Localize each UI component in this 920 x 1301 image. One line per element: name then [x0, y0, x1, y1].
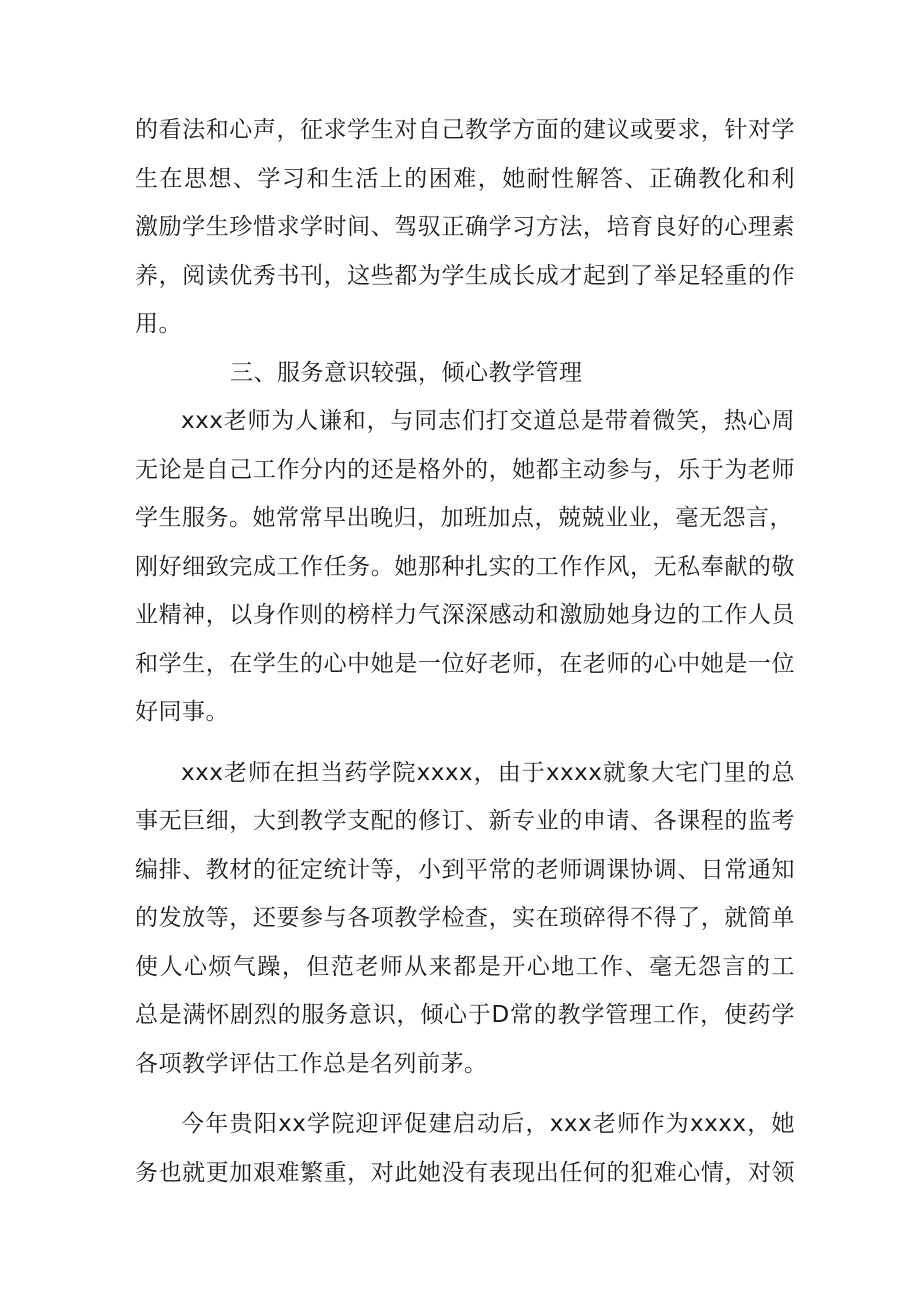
- text-line: 编排、教材的征定统计等，小到平常的老师调课协调、日常通知: [135, 856, 795, 883]
- text-line: 事无巨细，大到教学支配的修订、新专业的申请、各课程的监考: [135, 808, 795, 834]
- text-line: 无论是自己工作分内的还是格外的，她都主动参与，乐于为老师: [135, 456, 795, 483]
- text-line: 刚好细致完成工作任务。她那种扎实的工作作风，无私奉献的敬: [135, 553, 795, 580]
- text-line: 用。: [135, 311, 182, 337]
- text-line: 学生服务。她常常早出晚归，加班加点，兢兢业业，毫无怨言，: [135, 505, 793, 531]
- text-line: 生在思想、学习和生活上的困难，她耐性解答、正确教化和利: [135, 165, 795, 192]
- text-line: 总是满怀剧烈的服务意识，倾心于D常的教学管理工作，使药学: [135, 1002, 795, 1028]
- text-line: xxx老师为人谦和，与同志们打交道总是带着微笑，热心周: [181, 408, 795, 434]
- text-line: 养，阅读优秀书刊，这些都为学生成长成才起到了举足轻重的作: [135, 262, 795, 289]
- text-line: xxx老师在担当药学院xxxx，由于xxxx就象大宅门里的总: [181, 759, 795, 786]
- text-line: 务也就更加艰难繁重，对此她没有表现出任何的犯难心情，对领: [135, 1159, 795, 1186]
- text-line: 今年贵阳xx学院迎评促建启动后，xxx老师作为xxxx，她: [181, 1111, 795, 1137]
- text-line: 的发放等，还要参与各项教学检查，实在琐碎得不得了，就简单: [135, 905, 795, 931]
- section-heading: 三、服务意识较强，倾心教学管理: [230, 359, 583, 386]
- text-line: 各项教学评估工作总是名列前茅。: [135, 1050, 488, 1077]
- document-body: [135, 106, 795, 1197]
- text-line: 使人心烦气躁，但范老师从来都是开心地工作、毫无怨言的工: [135, 953, 795, 980]
- text-line: 的看法和心声，征求学生对自己教学方面的建议或要求，针对学: [135, 117, 795, 143]
- text-line: 和学生，在学生的心中她是一位好老师，在老师的心中她是一位: [135, 650, 795, 677]
- text-line: 好同事。: [135, 699, 229, 725]
- paragraph-spacer: [135, 1088, 795, 1100]
- text-line: 业精神，以身作则的榜样力气深深感动和激励她身边的工作人员: [135, 602, 795, 628]
- paragraph-spacer: [135, 737, 795, 749]
- text-line: 激励学生珍惜求学时间、驾驭正确学习方法，培育良好的心理素: [135, 214, 795, 240]
- paragraph: [135, 1100, 795, 1197]
- paragraph: [135, 749, 795, 1089]
- continuation-paragraph: [135, 106, 795, 349]
- paragraph: [135, 397, 795, 737]
